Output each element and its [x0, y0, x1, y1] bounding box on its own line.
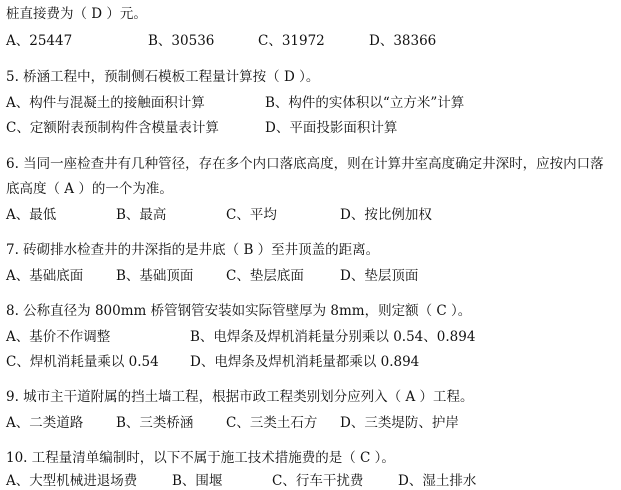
q7-option-d: D、垫层顶面	[340, 268, 419, 284]
q8-option-c: C、焊机消耗量乘以 0.54	[6, 354, 159, 370]
q9-option-d: D、三类堤防、护岸	[340, 415, 459, 431]
q4-option-c: C、31972	[258, 33, 325, 49]
q4-stem-tail: 桩直接费为（ D ）元。	[6, 6, 147, 22]
q4-option-d: D、38366	[369, 33, 437, 49]
q7-option-b: B、基础顶面	[116, 268, 194, 284]
q10-option-b: B、围堰	[172, 473, 223, 489]
q5-option-d: D、平面投影面积计算	[265, 120, 398, 136]
q10-stem: 10. 工程量清单编制时，以下不属于施工技术措施费的是（ C ）。	[6, 450, 395, 466]
q10-option-d: D、湿土排水	[398, 473, 477, 489]
q8-option-a: A、基价不作调整	[6, 329, 111, 345]
q7-option-c: C、垫层底面	[226, 268, 304, 284]
q4-option-b: B、30536	[148, 33, 215, 49]
q5-option-b: B、构件的实体积以“立方米”计算	[265, 95, 465, 111]
q8-option-d: D、电焊条及焊机消耗量都乘以 0.894	[190, 354, 420, 370]
q9-stem: 9. 城市主干道附属的挡土墙工程，根据市政工程类别划分应列入（ A ）工程。	[6, 389, 474, 405]
q5-stem: 5. 桥涵工程中，预制侧石模板工程量计算按（ D ）。	[6, 69, 320, 85]
q8-option-b: B、电焊条及焊机消耗量分别乘以 0.54、0.894	[190, 329, 476, 345]
q9-option-b: B、三类桥涵	[116, 415, 194, 431]
q8-stem: 8. 公称直径为 800mm 桥管钢管安装如实际管壁厚为 8mm，则定额（ C ）。	[6, 303, 472, 319]
q6-stem-line-2: 底高度（ A ）的一个为准。	[6, 181, 173, 197]
q6-option-c: C、平均	[226, 207, 277, 223]
q9-option-c: C、三类土石方	[226, 415, 318, 431]
q10-option-c: C、行车干扰费	[272, 473, 364, 489]
q6-option-a: A、最低	[6, 207, 57, 223]
q6-stem-line-1: 6. 当同一座检查井有几种管径，存在多个内口落底高度，则在计算井室高度确定井深时，应按内口落	[6, 156, 604, 172]
q9-option-a: A、二类道路	[6, 415, 84, 431]
q5-option-c: C、定额附表预制构件含模量表计算	[6, 120, 219, 136]
q7-option-a: A、基础底面	[6, 268, 84, 284]
q6-option-d: D、按比例加权	[340, 207, 432, 223]
q4-option-a: A、25447	[6, 33, 73, 49]
q7-stem: 7. 砖砌排水检查井的井深指的是井底（ B ）至井顶盖的距离。	[6, 242, 380, 258]
q6-option-b: B、最高	[116, 207, 167, 223]
q10-option-a: A、大型机械进退场费	[6, 473, 138, 489]
q5-option-a: A、构件与混凝土的接触面积计算	[6, 95, 205, 111]
